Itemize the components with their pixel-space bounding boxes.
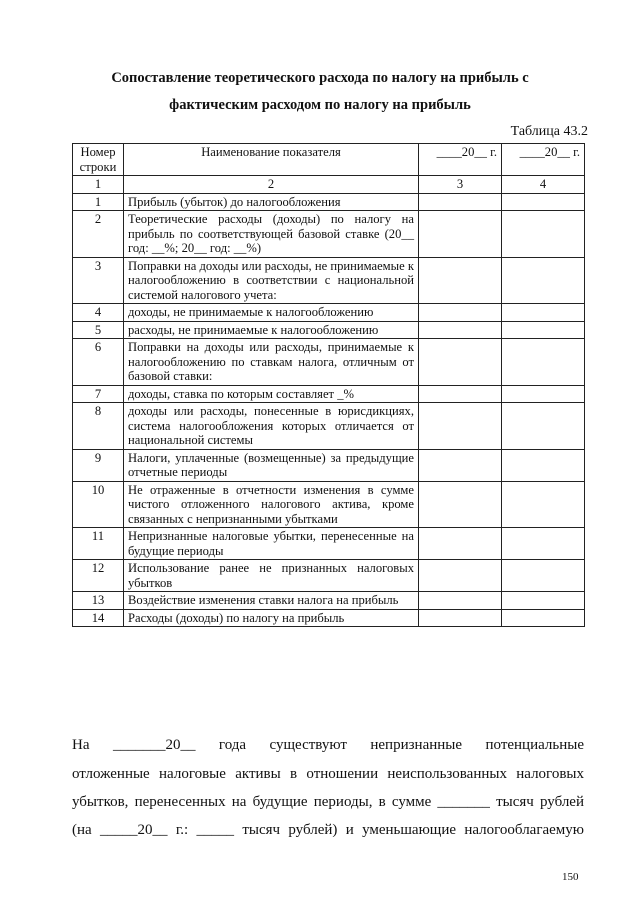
row-number: 4: [73, 304, 124, 322]
column-number: 1: [73, 176, 124, 194]
table-row: [73, 339, 585, 386]
table-row: [73, 560, 585, 592]
column-number: 2: [124, 176, 419, 194]
row-number: 1: [73, 193, 124, 211]
value-cell-period-2: [502, 528, 585, 560]
indicator-name: доходы, не принимаемые к налогообложению: [124, 304, 419, 322]
table-row: [73, 449, 585, 481]
value-cell-period-1: [419, 403, 502, 450]
value-cell-period-2: [502, 257, 585, 304]
row-number: 2: [73, 211, 124, 258]
value-cell-period-1: [419, 339, 502, 386]
row-number: 6: [73, 339, 124, 386]
table-header-row: [73, 144, 585, 176]
value-cell-period-1: [419, 193, 502, 211]
indicator-name: расходы, не принимаемые к налогообложению: [124, 321, 419, 339]
table-row: [73, 528, 585, 560]
value-cell-period-2: [502, 403, 585, 450]
value-cell-period-1: [419, 528, 502, 560]
table-row: [73, 321, 585, 339]
column-number: 3: [419, 176, 502, 194]
value-cell-period-1: [419, 609, 502, 627]
row-number: 14: [73, 609, 124, 627]
indicator-name: Налоги, уплаченные (возмещенные) за предыдущие отчетные периоды: [124, 449, 419, 481]
document-title-line-1: Сопоставление теоретического расхода по налогу на прибыль с: [111, 70, 529, 86]
tax-reconciliation-table: [72, 143, 585, 627]
table-row: [73, 257, 585, 304]
value-cell-period-2: [502, 481, 585, 528]
table-row: [73, 304, 585, 322]
indicator-name: доходы или расходы, понесенные в юрисдикциях, система налогообложения которых отличается от национальной системы: [124, 403, 419, 450]
value-cell-period-2: [502, 321, 585, 339]
indicator-name: Воздействие изменения ставки налога на прибыль: [124, 592, 419, 610]
column-number-row: [73, 176, 585, 194]
value-cell-period-1: [419, 211, 502, 258]
value-cell-period-2: [502, 592, 585, 610]
value-cell-period-2: [502, 211, 585, 258]
paragraph-line-4: (на _____20__ г.: _____ тысяч рублей) и уменьшающие налогооблагаемую: [72, 822, 584, 838]
row-number: 9: [73, 449, 124, 481]
row-number: 3: [73, 257, 124, 304]
table-row: [73, 193, 585, 211]
header-period-1: ____20__ г.: [419, 144, 502, 176]
indicator-name: доходы, ставка по которым составляет _%: [124, 385, 419, 403]
value-cell-period-1: [419, 560, 502, 592]
paragraph-line-3: убытков, перенесенных на будущие периоды, в сумме _______ тысяч рублей: [72, 794, 584, 810]
value-cell-period-1: [419, 257, 502, 304]
page-number: 150: [562, 871, 579, 883]
value-cell-period-2: [502, 304, 585, 322]
value-cell-period-2: [502, 449, 585, 481]
row-number: 11: [73, 528, 124, 560]
value-cell-period-2: [502, 193, 585, 211]
indicator-name: Прибыль (убыток) до налогообложения: [124, 193, 419, 211]
header-period-2: ____20__ г.: [502, 144, 585, 176]
table-row: [73, 609, 585, 627]
indicator-name: Поправки на доходы или расходы, не принимаемые к налогообложению в соответствии с национальной системой налогового учета:: [124, 257, 419, 304]
table-row: [73, 592, 585, 610]
indicator-name: Не отраженные в отчетности изменения в сумме чистого отложенного налогового актива, кроме связанных с непризнанными убытками: [124, 481, 419, 528]
value-cell-period-1: [419, 385, 502, 403]
paragraph-line-1: На _______20__ года существуют непризнанные потенциальные: [72, 737, 584, 753]
value-cell-period-1: [419, 449, 502, 481]
indicator-name: Расходы (доходы) по налогу на прибыль: [124, 609, 419, 627]
value-cell-period-2: [502, 609, 585, 627]
value-cell-period-1: [419, 481, 502, 528]
row-number: 7: [73, 385, 124, 403]
row-number: 13: [73, 592, 124, 610]
document-title-line-2: фактическим расходом по налогу на прибыль: [169, 97, 471, 113]
indicator-name: Теоретические расходы (доходы) по налогу на прибыль по соответствующей базовой ставке (20__ год: __%; 20__ год: __%): [124, 211, 419, 258]
table-row: [73, 481, 585, 528]
table-number: Таблица 43.2: [510, 124, 588, 139]
row-number: 12: [73, 560, 124, 592]
value-cell-period-1: [419, 592, 502, 610]
value-cell-period-1: [419, 321, 502, 339]
indicator-name: Использование ранее не признанных налоговых убытков: [124, 560, 419, 592]
value-cell-period-1: [419, 304, 502, 322]
header-row-number: Номер строки: [73, 144, 124, 176]
header-indicator-name: Наименование показателя: [124, 144, 419, 176]
table-row: [73, 385, 585, 403]
value-cell-period-2: [502, 339, 585, 386]
indicator-name: Непризнанные налоговые убытки, перенесенные на будущие периоды: [124, 528, 419, 560]
value-cell-period-2: [502, 560, 585, 592]
row-number: 10: [73, 481, 124, 528]
row-number: 8: [73, 403, 124, 450]
column-number: 4: [502, 176, 585, 194]
paragraph-line-2: отложенные налоговые активы в отношении неиспользованных налоговых: [72, 766, 584, 782]
value-cell-period-2: [502, 385, 585, 403]
row-number: 5: [73, 321, 124, 339]
indicator-name: Поправки на доходы или расходы, принимаемые к налогообложению по ставкам налога, отличным от базовой ставки:: [124, 339, 419, 386]
table-row: [73, 403, 585, 450]
table-row: [73, 211, 585, 258]
